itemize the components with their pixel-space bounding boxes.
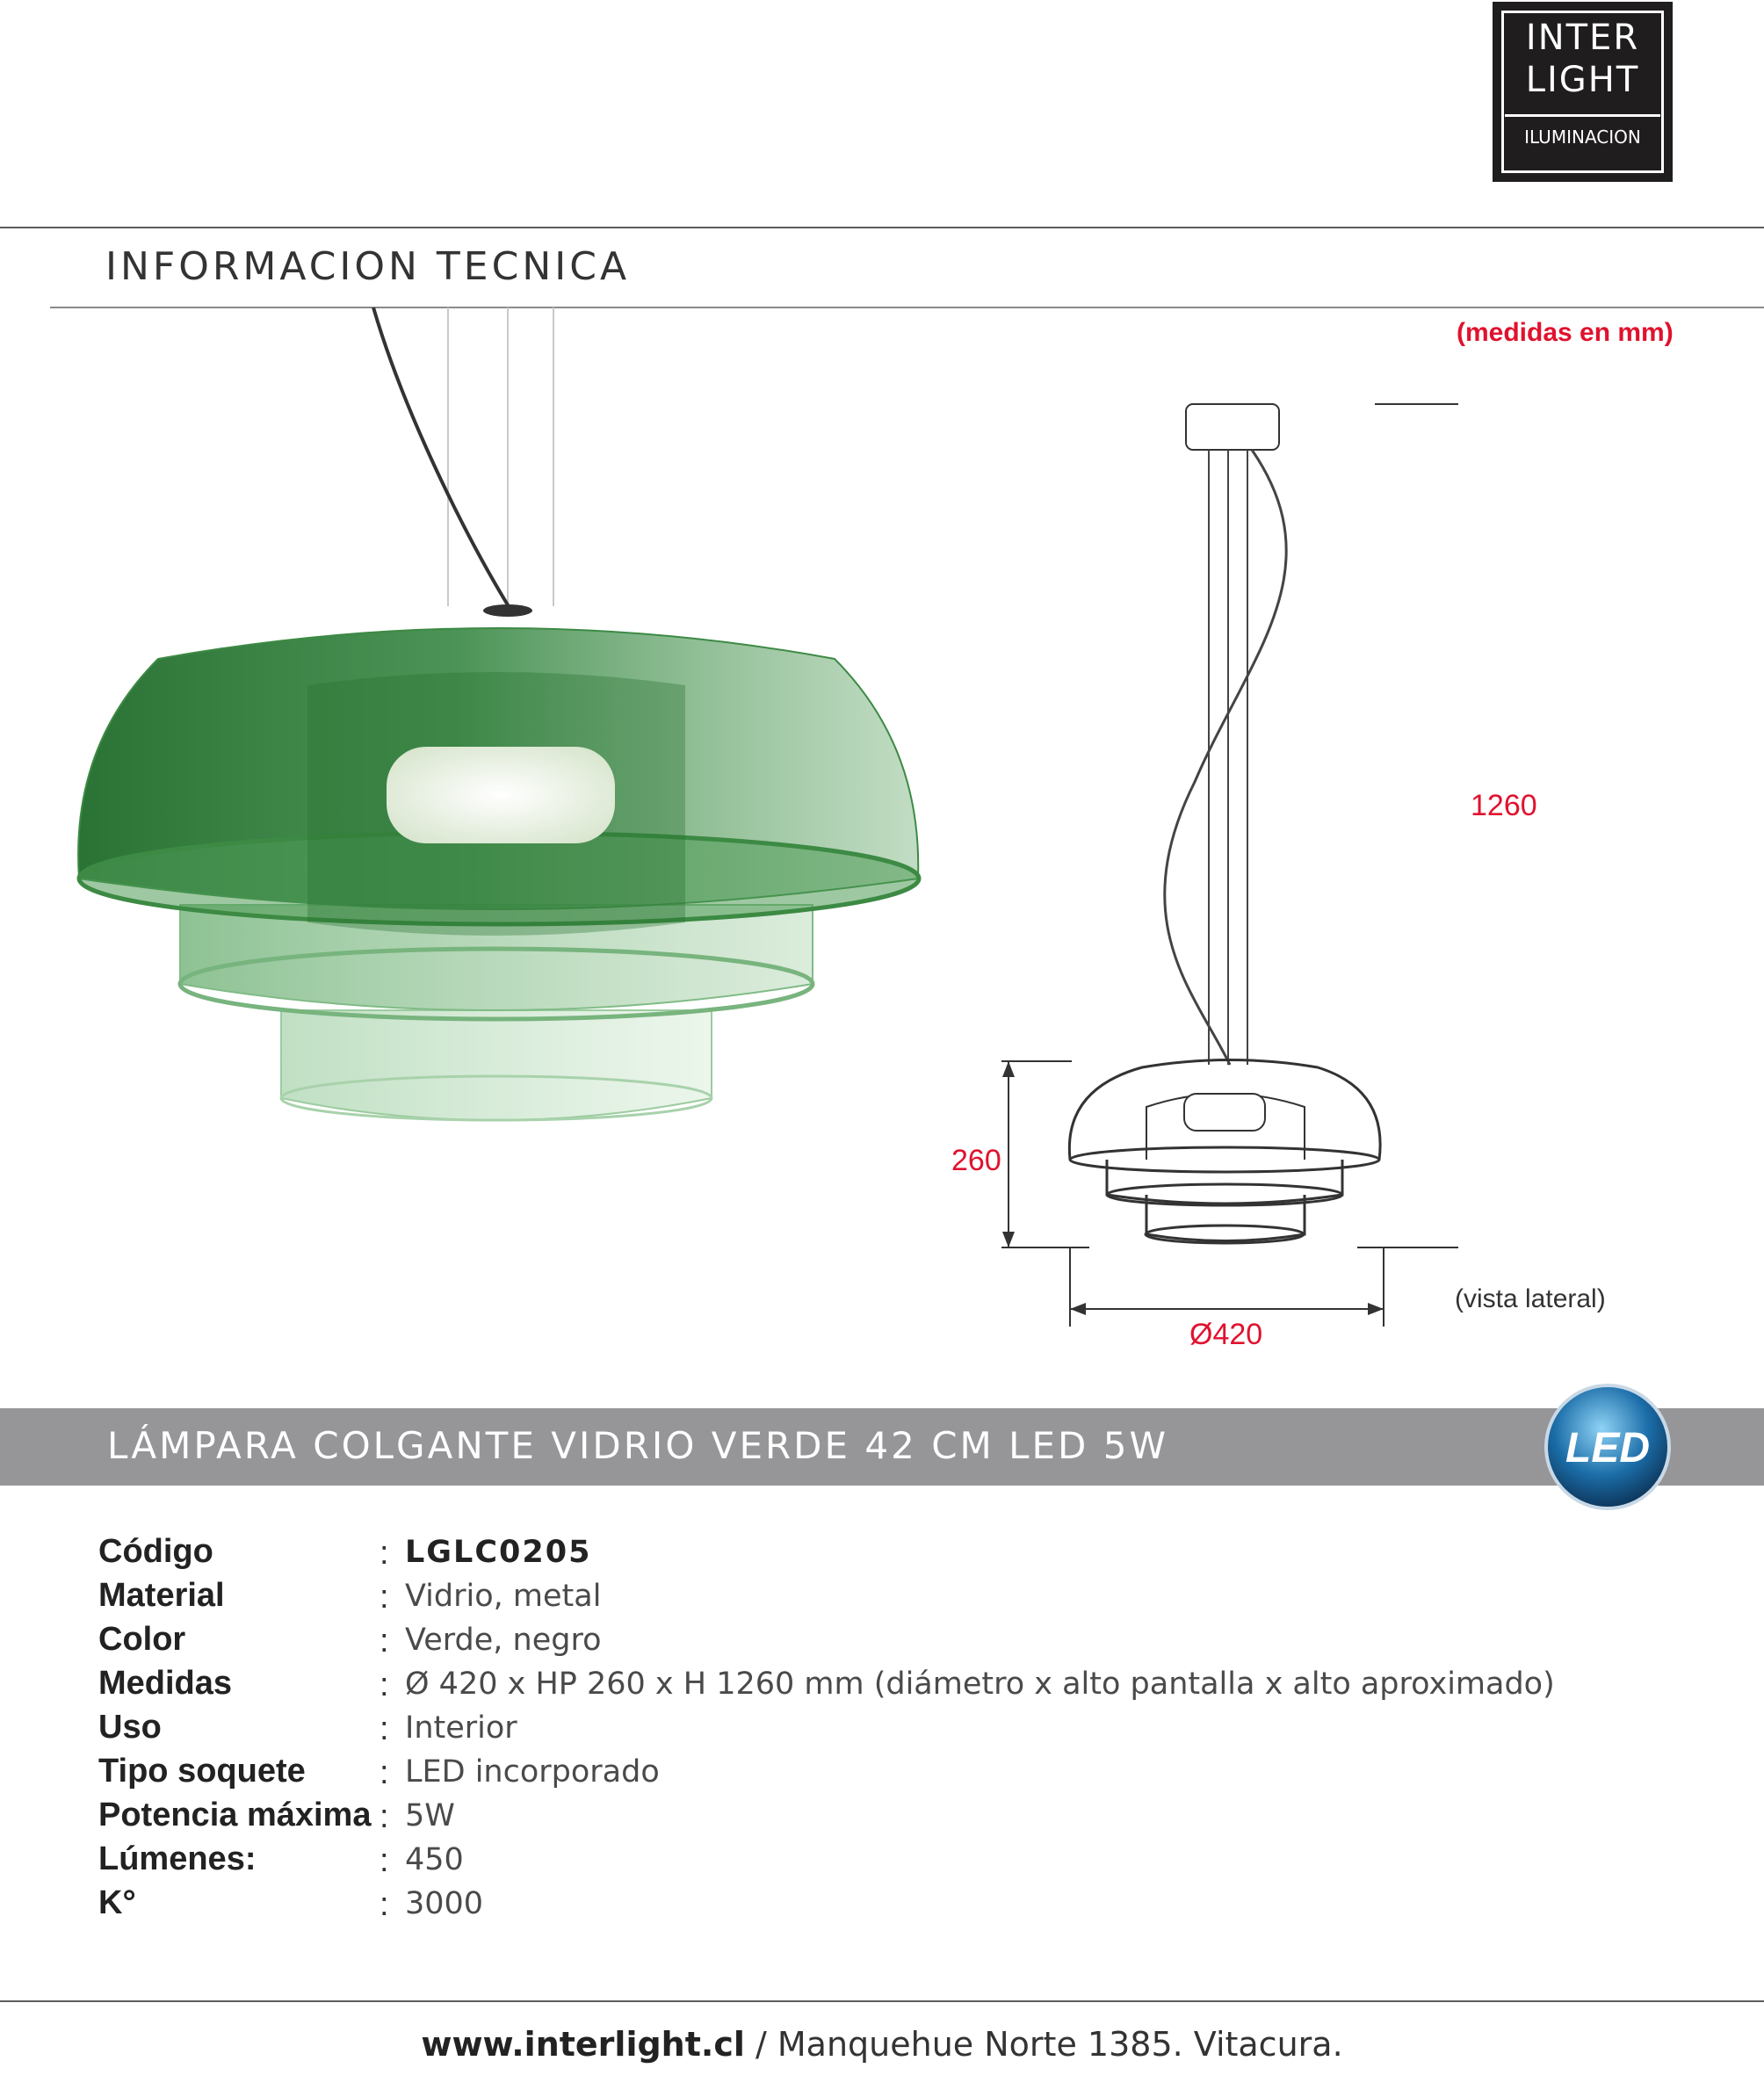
- spec-label: K°: [98, 1884, 136, 1921]
- spec-value: 5W: [405, 1798, 455, 1833]
- spec-value: 3000: [405, 1886, 484, 1921]
- spec-row-medidas: [98, 1665, 1724, 1709]
- spec-row-tipo-soquete: [98, 1753, 1724, 1797]
- spec-value: LGLC0205: [405, 1535, 592, 1570]
- logo-line-iluminacion: ILUMINACION: [1524, 127, 1641, 148]
- spec-colon: :: [380, 1842, 389, 1879]
- logo-rule: [1505, 114, 1660, 117]
- drawing-shade-middle: [1107, 1160, 1342, 1204]
- spec-colon: :: [380, 1754, 389, 1791]
- dim-arrow: [1002, 1061, 1015, 1077]
- led-badge: [1542, 1381, 1674, 1513]
- spec-row-potencia: [98, 1797, 1724, 1840]
- footer: [0, 2025, 1764, 2064]
- lamp-tier-bottom: [281, 1010, 712, 1120]
- spec-value: Ø 420 x HP 260 x H 1260 mm (diámetro x alto pantalla x alto aproximado): [405, 1667, 1555, 1702]
- power-cable: [373, 307, 510, 608]
- spec-row-lumenes: [98, 1840, 1724, 1884]
- spec-label: Código: [98, 1533, 213, 1570]
- footer-website-link[interactable]: www.interlight.cl: [421, 2025, 745, 2064]
- cable-connector: [483, 604, 532, 617]
- spec-value: Verde, negro: [405, 1623, 602, 1658]
- spec-colon: :: [380, 1886, 389, 1923]
- product-title: LÁMPARA COLGANTE VIDRIO VERDE 42 CM LED 5W: [107, 1424, 1168, 1467]
- section-underline-right: [951, 307, 1764, 308]
- spec-value: Interior: [405, 1710, 517, 1746]
- logo-line-inter: INTER: [1525, 18, 1640, 58]
- spec-value: Vidrio, metal: [405, 1579, 602, 1614]
- dim-arrow: [1070, 1303, 1086, 1315]
- spec-label: Material: [98, 1577, 225, 1614]
- led-badge-text: LED: [1565, 1425, 1650, 1472]
- spec-label: Color: [98, 1621, 186, 1658]
- spec-colon: :: [380, 1623, 389, 1660]
- footer-divider: [0, 2000, 1764, 2002]
- drawing-cable: [1165, 450, 1286, 1065]
- section-title: INFORMACION TECNICA: [105, 244, 631, 289]
- product-photo: [53, 307, 949, 1133]
- spec-value: LED incorporado: [405, 1754, 660, 1790]
- dim-arrow: [1368, 1303, 1384, 1315]
- dim-label-diameter: Ø420: [1189, 1318, 1263, 1351]
- units-note: (medidas en mm): [1457, 318, 1674, 347]
- footer-address: Manquehue Norte 1385. Vitacura.: [777, 2025, 1343, 2064]
- spec-label: Lúmenes:: [98, 1840, 257, 1877]
- drawing-bulb: [1184, 1094, 1265, 1131]
- dim-label-total-height: 1260: [1471, 789, 1537, 822]
- dim-arrow: [1002, 1232, 1015, 1247]
- top-divider: [0, 227, 1764, 228]
- spec-value: 450: [405, 1842, 464, 1877]
- spec-row-uso: [98, 1709, 1724, 1753]
- spec-row-material: [98, 1577, 1724, 1621]
- footer-separator: /: [755, 2025, 767, 2064]
- spec-label: Uso: [98, 1709, 162, 1746]
- spec-label: Medidas: [98, 1665, 233, 1702]
- drawing-shade-top-rim: [1070, 1147, 1379, 1172]
- spec-colon: :: [380, 1579, 389, 1616]
- spec-label: Tipo soquete: [98, 1753, 306, 1790]
- brand-logo: [1493, 2, 1673, 182]
- ceiling-canopy: [1186, 404, 1279, 450]
- spec-row-codigo: [98, 1533, 1724, 1577]
- spec-label: Potencia máxima: [98, 1797, 372, 1833]
- dim-label-shade-height: 260: [951, 1144, 1001, 1177]
- view-label: (vista lateral): [1455, 1284, 1606, 1313]
- lamp-bulb: [387, 747, 615, 843]
- spec-row-kelvin: [98, 1884, 1724, 1928]
- drawing-shade-middle-rim: [1107, 1184, 1342, 1205]
- spec-colon: :: [380, 1798, 389, 1835]
- spec-colon: :: [380, 1535, 389, 1572]
- spec-colon: :: [380, 1667, 389, 1703]
- spec-row-color: [98, 1621, 1724, 1665]
- product-banner: [0, 1408, 1764, 1486]
- side-view-drawing: [966, 378, 1458, 1362]
- spec-colon: :: [380, 1710, 389, 1747]
- logo-line-light: LIGHT: [1525, 60, 1640, 100]
